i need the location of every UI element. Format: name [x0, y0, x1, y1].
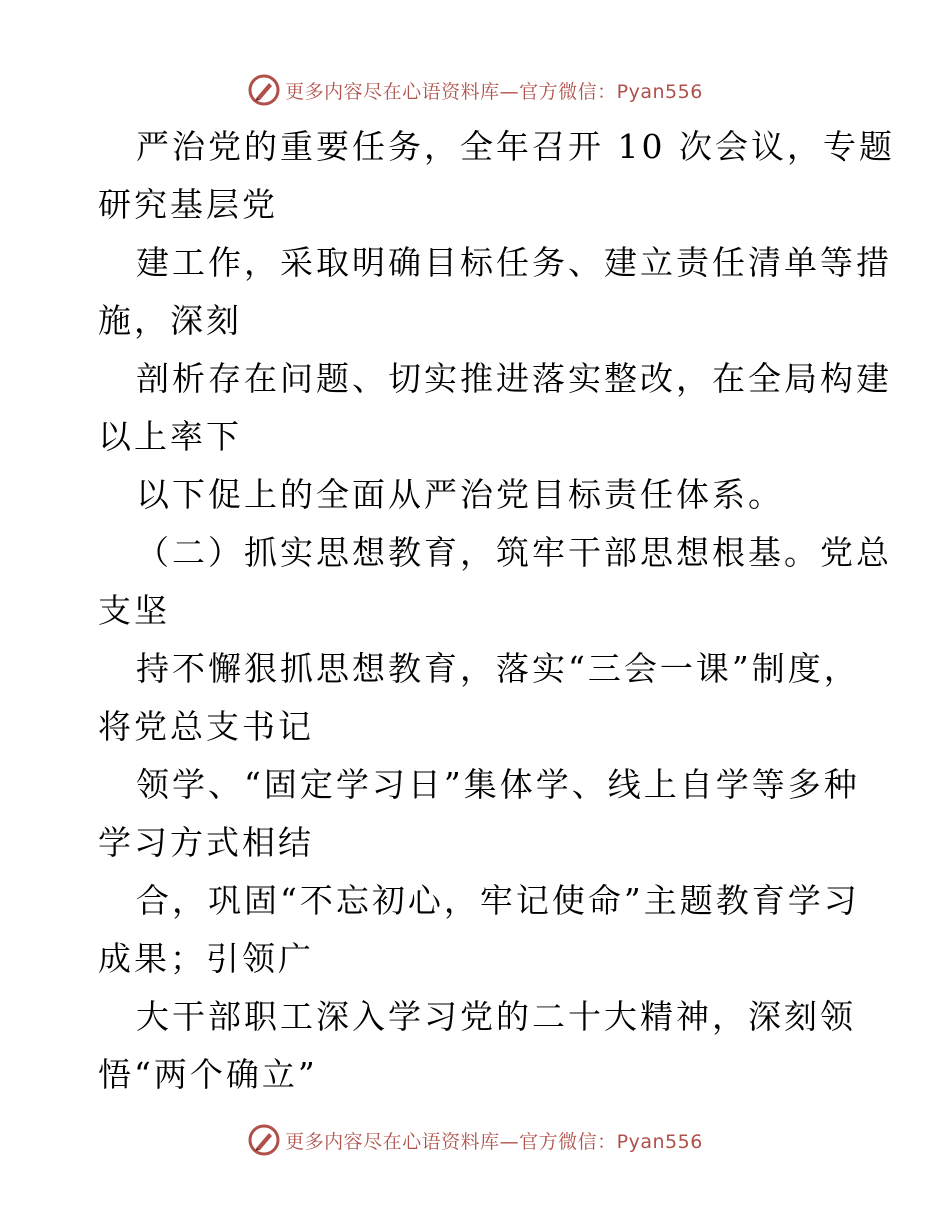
text-line: 研究基层党 [98, 185, 278, 224]
text-line: 施，深刻 [98, 301, 242, 340]
pen-logo-icon [247, 73, 281, 107]
document-body [98, 118, 895, 1104]
text-line: （二）抓实思想教育，筑牢干部思想根基。党总 [136, 533, 892, 572]
text-line: 建工作，采取明确目标任务、建立责任清单等措 [136, 243, 892, 282]
text-line: 持不懈狠抓思想教育，落实“三会一课”制度， [136, 649, 860, 688]
text-line: 支坚 [98, 591, 170, 630]
text-line: 学习方式相结 [98, 823, 314, 862]
text-line: 将党总支书记 [98, 707, 314, 746]
text-line: 领学、“固定学习日”集体学、线上自学等多种 [136, 765, 860, 804]
footer-watermark [0, 1120, 950, 1160]
text-line: 合，巩固“不忘初心，牢记使命”主题教育学习 [136, 881, 860, 920]
header-watermark [0, 70, 950, 110]
text-line: 严治党的重要任务，全年召开 10 次会议，专题 [136, 127, 895, 166]
pen-logo-icon [247, 1123, 281, 1157]
text-line: 以下促上的全面从严治党目标责任体系。 [136, 475, 784, 514]
watermark-text: 更多内容尽在心语资料库—官方微信：Pyan556 [285, 80, 703, 103]
text-line: 悟“两个确立” [98, 1055, 318, 1094]
watermark-text: 更多内容尽在心语资料库—官方微信：Pyan556 [285, 1130, 703, 1153]
text-line: 以上率下 [98, 417, 242, 456]
text-line: 剖析存在问题、切实推进落实整改，在全局构建 [136, 359, 892, 398]
text-line: 大干部职工深入学习党的二十大精神，深刻领 [136, 997, 856, 1036]
text-line: 成果；引领广 [98, 939, 314, 978]
